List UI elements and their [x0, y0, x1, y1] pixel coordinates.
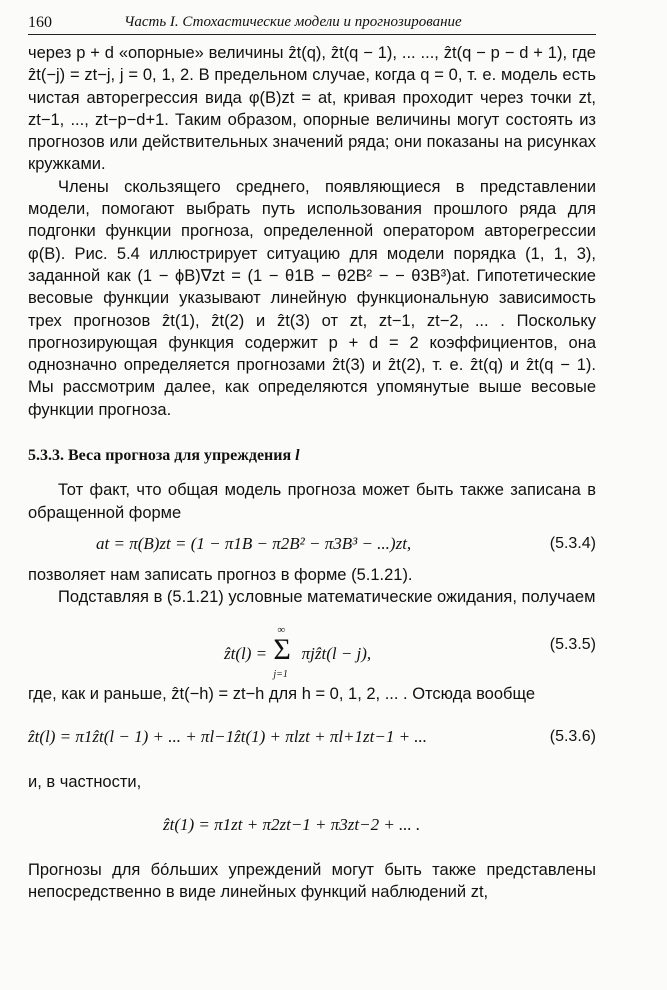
page-body — [28, 42, 596, 904]
summation-symbol — [271, 625, 297, 685]
paragraph-2: Члены скользящего среднего, появляющиеся в представлении модели, помогают выбрать путь использования прошлого ряда для подгонки функции прогноза, определенной оператором авторегрессии φ(B). Рис. 5.4 иллюстрирует ситуацию для модели порядка (1, 1, 3), заданной как (1 − ϕB)∇zt = (1 − θ1B − θ2B² − − θ3B³)at. Гипотетические весовые функции указывают линейную функциональную зависимость трех прогнозов ẑt(1), ẑt(2) и ẑt(3) от zt, zt−1, zt−2, ... . Поскольку прогнозирующая функция содержит p + d = 2 коэффициентов, она однозначно определяется прогнозами ẑt(3) и ẑt(2), т. е. ẑt(q) и ẑt(q − 1). Мы рассмотрим далее, как определяются упомянутые выше весовые функции прогноза. — [28, 177, 596, 419]
section-title: 5.3.3. Веса прогноза для упреждения — [28, 447, 292, 465]
equation-5-3-5-formula — [224, 625, 371, 685]
sigma-glyph: Σ — [273, 632, 291, 666]
section-variable: l — [295, 447, 300, 465]
equation-5-3-5 — [28, 609, 596, 683]
equation-5-3-4 — [28, 524, 596, 564]
equation-forecast-1 — [28, 805, 596, 845]
running-title: Часть I. Стохастические модели и прогнозирование — [124, 14, 462, 30]
paragraph-4: позволяет нам записать прогноз в форме (5.1.21). — [28, 565, 413, 584]
equation-5-3-4-number: (5.3.4) — [549, 534, 596, 552]
equation-5-3-5-number: (5.3.5) — [549, 635, 596, 653]
running-header — [28, 12, 596, 35]
page-number: 160 — [28, 14, 52, 31]
equation-5-3-6-number: (5.3.6) — [549, 727, 596, 745]
paragraph-3: Тот факт, что общая модель прогноза может быть также записана в обращенной форме — [28, 481, 596, 522]
sum-lower-limit: j=1 — [273, 668, 288, 680]
paragraph-1: через p + d «опорные» величины ẑt(q), ẑt(q − 1), ... ..., ẑt(q − p − d + 1), где ẑt(−j) = zt−j, j = 0, 1, 2. В предельном случае, когда q = 0, т. е. модель есть чистая авторегрессия вида φ(B)zt = at, кривая проходит через точки zt, zt−1, ..., zt−p−d+1. Таким образом, опорные величины могут состоять из прогнозов или действительных значений ряда; они показаны на рисунках кружками. — [28, 44, 596, 174]
paragraph-6: где, как и раньше, ẑt(−h) = zt−h для h = 0, 1, 2, ... . Отсюда вообще — [28, 684, 536, 703]
section-heading — [28, 445, 596, 467]
equation-5-3-6-formula: ẑt(l) = π1ẑt(l − 1) + ... + πl−1ẑt(1) + πlzt + πl+1zt−1 + ... — [28, 726, 428, 746]
equation-forecast-1-formula: ẑt(1) = π1zt + π2zt−1 + π3zt−2 + ... . — [163, 815, 421, 835]
equation-5-3-6 — [28, 717, 596, 757]
sum-upper-limit: ∞ — [277, 623, 286, 636]
paragraph-8: Прогнозы для бóльших упреждений могут быть также представлены непосредственно в виде линейных функций наблюдений zt, — [28, 861, 596, 902]
equation-5-3-4-formula: at = π(B)zt = (1 − π1B − π2B² − π3B³ − ...)zt, — [96, 533, 412, 553]
paragraph-5: Подставляя в (5.1.21) условные математические ожидания, получаем — [58, 588, 596, 607]
equation-5-3-5-lhs: ẑt(l) = — [224, 643, 268, 663]
paragraph-7: и, в частности, — [28, 772, 142, 791]
equation-5-3-5-rhs: πjẑt(l − j), — [301, 643, 372, 663]
